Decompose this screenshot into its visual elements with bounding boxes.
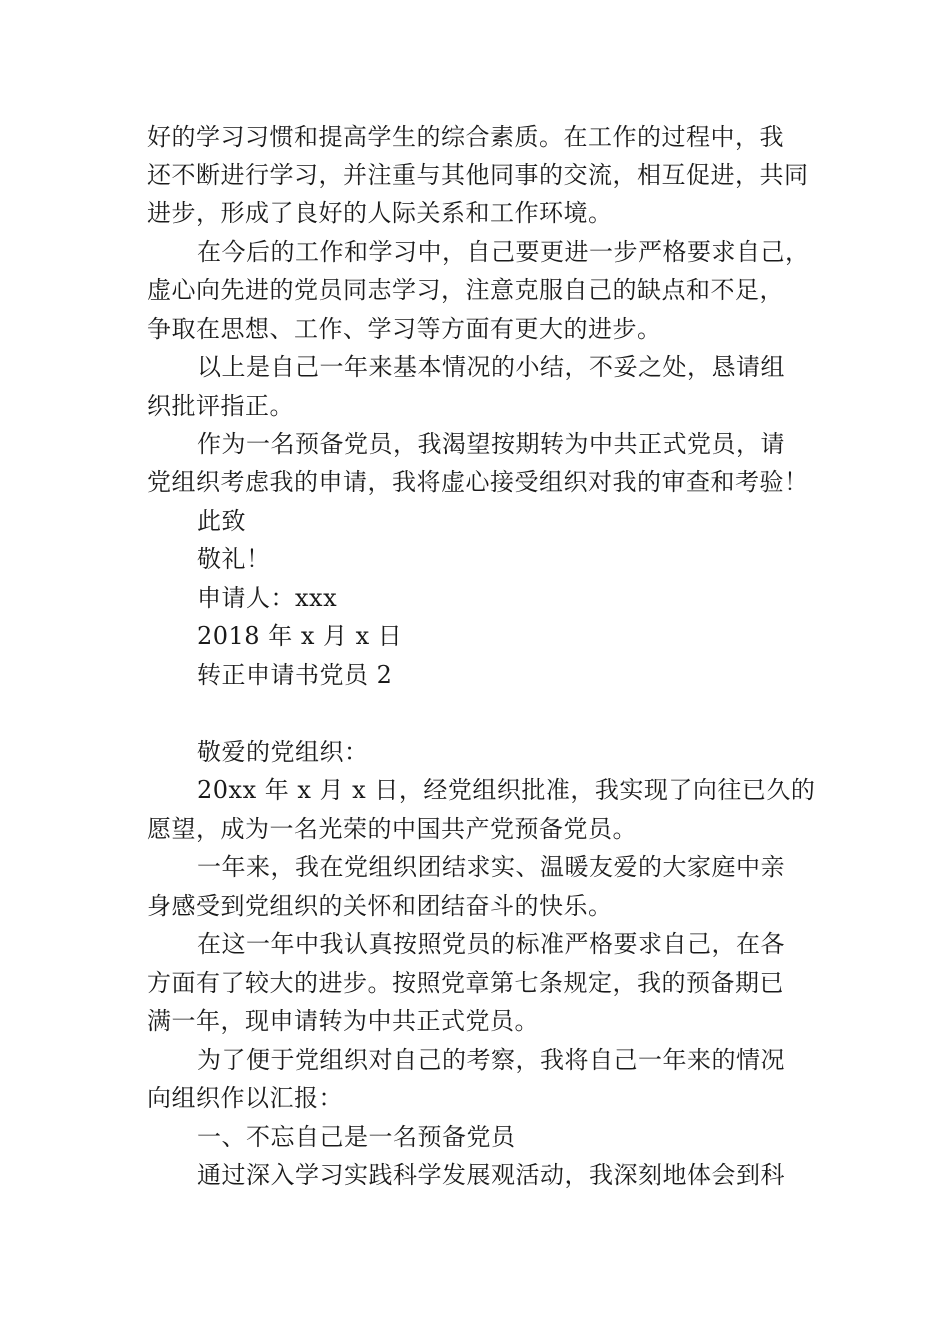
text-line: 通过深入学习实践科学发展观活动，我深刻地体会到科 bbox=[197, 1161, 785, 1189]
text-line: 虚心向先进的党员同志学习，注意克服自己的缺点和不足， bbox=[147, 276, 784, 304]
greeting-line: 敬爱的党组织： bbox=[197, 738, 369, 766]
heading-line: 一、不忘自己是一名预备党员 bbox=[197, 1123, 516, 1151]
text-line: 还不断进行学习，并注重与其他同事的交流，相互促进，共同 bbox=[147, 161, 809, 189]
text-line: 织批评指正。 bbox=[147, 392, 294, 420]
text-line: 争取在思想、工作、学习等方面有更大的进步。 bbox=[147, 315, 662, 343]
text-line: 愿望，成为一名光荣的中国共产党预备党员。 bbox=[147, 815, 637, 843]
section-title: 转正申请书党员 2 bbox=[197, 661, 393, 689]
text-line: 身感受到党组织的关怀和团结奋斗的快乐。 bbox=[147, 892, 613, 920]
text-line: 好的学习习惯和提高学生的综合素质。在工作的过程中，我 bbox=[147, 123, 784, 151]
text-line: 进步，形成了良好的人际关系和工作环境。 bbox=[147, 199, 613, 227]
salutation-line: 敬礼！ bbox=[197, 545, 271, 573]
text-line: 满一年，现申请转为中共正式党员。 bbox=[147, 1007, 539, 1035]
text-line: 在今后的工作和学习中，自己要更进一步严格要求自己， bbox=[197, 238, 810, 266]
text-line: 一年来，我在党组织团结求实、温暖友爱的大家庭中亲 bbox=[197, 853, 785, 881]
text-line: 20xx 年 x 月 x 日，经党组织批准，我实现了向往已久的 bbox=[197, 776, 816, 804]
date-line: 2018 年 x 月 x 日 bbox=[197, 622, 403, 650]
text-line: 作为一名预备党员，我渴望按期转为中共正式党员，请 bbox=[197, 430, 785, 458]
text-line: 党组织考虑我的申请，我将虚心接受组织对我的审查和考验！ bbox=[147, 468, 809, 496]
text-line: 在这一年中我认真按照党员的标准严格要求自己，在各 bbox=[197, 930, 785, 958]
text-line: 向组织作以汇报： bbox=[147, 1084, 343, 1112]
text-line: 方面有了较大的进步。按照党章第七条规定，我的预备期已 bbox=[147, 969, 784, 997]
text-line: 为了便于党组织对自己的考察，我将自己一年来的情况 bbox=[197, 1046, 785, 1074]
text-line: 以上是自己一年来基本情况的小结，不妥之处，恳请组 bbox=[197, 353, 785, 381]
salutation-line: 此致 bbox=[197, 507, 246, 535]
applicant-line: 申请人：xxx bbox=[197, 584, 338, 612]
